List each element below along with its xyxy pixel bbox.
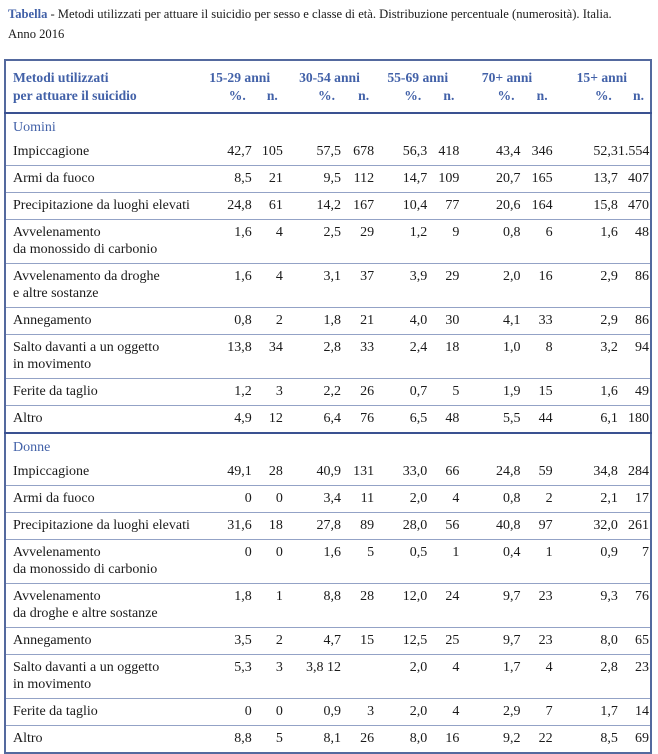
count-value-cell: 59 xyxy=(521,459,554,486)
method-cell xyxy=(5,459,196,486)
method-text-line: in movimento xyxy=(13,677,92,693)
count-value-cell: 470 xyxy=(618,193,651,220)
header-group-55-69: 55-69 anni xyxy=(387,70,449,86)
pct-value-cell: 0,7 xyxy=(375,379,427,406)
count-value-cell: 44 xyxy=(521,406,554,434)
pct-value-cell: 56,3 xyxy=(375,139,427,166)
method-cell xyxy=(5,139,196,166)
pct-value-cell: 0,8 xyxy=(196,308,252,335)
table-row xyxy=(5,264,651,308)
header-row-groups xyxy=(5,60,651,87)
caption-text: - Metodi utilizzati per attuare il suicidio per sesso e classe di età. Distribuzione percentuale (numerosità). Italia. xyxy=(50,7,612,21)
pct-value-cell: 49,1 xyxy=(196,459,252,486)
pct-value-cell: 8,8 xyxy=(234,731,252,747)
pct-value-cell: 2,9 xyxy=(554,264,618,308)
method-text-line: Ferite da taglio xyxy=(13,704,98,720)
pct-value-cell: 1,6 xyxy=(554,379,618,406)
pct-value-cell: 28,0 xyxy=(375,513,427,540)
count-value-cell: 66 xyxy=(427,459,460,486)
count-value-cell: 86 xyxy=(618,308,651,335)
count-value-cell: 167 xyxy=(341,193,375,220)
pct-value-cell: 14,2 xyxy=(284,193,341,220)
pct-value-cell: 9,5 xyxy=(284,166,341,193)
count-value-cell: 97 xyxy=(521,513,554,540)
pct-value-cell: 43,4 xyxy=(460,139,520,166)
header-pct-3: %. xyxy=(375,87,427,113)
pct-value-cell: 31,6 xyxy=(196,513,252,540)
header-n-2: n. xyxy=(341,87,375,113)
pct-value-cell: 2,0 xyxy=(460,264,520,308)
method-cell xyxy=(5,655,196,699)
pct-value-cell: 9,2 xyxy=(503,731,521,747)
count-value-cell: 5 xyxy=(341,540,375,584)
count-value-cell: 28 xyxy=(252,459,284,486)
count-value-cell: 21 xyxy=(341,308,375,335)
pct-value-cell: 8,5 xyxy=(196,166,252,193)
count-value-cell: 105 xyxy=(252,139,284,166)
table-header xyxy=(5,60,651,113)
count-value-cell: 0 xyxy=(252,486,284,513)
header-group-70plus: 70+ anni xyxy=(481,70,533,86)
count-value-cell: 1 xyxy=(252,584,284,628)
pct-value-cell: 4,1 xyxy=(460,308,520,335)
count-value-cell: 69 xyxy=(635,731,649,747)
count-value-cell: 23 xyxy=(618,655,651,699)
pct-value-cell: 1,7 xyxy=(460,655,520,699)
table-row xyxy=(5,379,651,406)
count-value-cell: 23 xyxy=(521,628,554,655)
section-label-uomini xyxy=(5,113,651,139)
pct-value-cell: 6,5 xyxy=(375,406,427,434)
count-value-cell: 33 xyxy=(341,335,375,379)
method-cell xyxy=(5,513,196,540)
pct-value-cell: 2,0 xyxy=(375,699,427,726)
pct-value-cell: 10,4 xyxy=(375,193,427,220)
method-text-line: Annegamento xyxy=(13,633,92,649)
header-group-15-29: 15-29 anni xyxy=(209,70,271,86)
method-cell xyxy=(5,628,196,655)
pct-value-cell: 3,1 xyxy=(284,264,341,308)
method-text-line: Impiccagione xyxy=(13,464,90,480)
table-row xyxy=(5,220,651,264)
method-text-line: Armi da fuoco xyxy=(13,171,95,187)
pct-value-cell: 34,8 xyxy=(554,459,618,486)
method-text-line: Impiccagione xyxy=(13,144,90,160)
count-value-cell: 94 xyxy=(618,335,651,379)
method-cell xyxy=(5,726,196,754)
method-text-line: Avvelenamento xyxy=(13,589,101,605)
table-row xyxy=(5,139,651,166)
pct-value-cell: 9,3 xyxy=(554,584,618,628)
pct-value-cell: 1,9 xyxy=(460,379,520,406)
count-value-cell: 4 xyxy=(252,220,284,264)
count-value-cell: 4 xyxy=(252,264,284,308)
pct-value-cell: 27,8 xyxy=(284,513,341,540)
count-value-cell: 16 xyxy=(521,264,554,308)
pct-value-cell: 33,0 xyxy=(375,459,427,486)
method-cell xyxy=(5,699,196,726)
header-pct-1: %. xyxy=(196,87,252,113)
count-value-cell: 49 xyxy=(618,379,651,406)
method-text-line: da droghe e altre sostanze xyxy=(13,606,158,622)
count-value-cell: 678 xyxy=(341,139,375,166)
pct-value-cell: 20,7 xyxy=(460,166,520,193)
pct-value-cell: 4,0 xyxy=(375,308,427,335)
method-cell xyxy=(5,166,196,193)
count-value-cell: 30 xyxy=(427,308,460,335)
count-value-cell: 6 xyxy=(521,220,554,264)
count-value-cell: 24 xyxy=(427,584,460,628)
count-value-cell: 8 xyxy=(521,335,554,379)
statistics-table xyxy=(4,59,652,754)
table-row xyxy=(5,486,651,513)
pct-value-cell: 0 xyxy=(196,540,252,584)
table-row xyxy=(5,655,651,699)
table-row xyxy=(5,335,651,379)
section-label-text: Uomini xyxy=(13,120,56,136)
pct-value-cell: 5,3 xyxy=(196,655,252,699)
pct-value-cell: 2,0 xyxy=(375,655,427,699)
pct-value-cell: 13,8 xyxy=(196,335,252,379)
pct-value-cell: 2,0 xyxy=(375,486,427,513)
pct-value-cell: 9,7 xyxy=(460,628,520,655)
pct-value-cell: 32,0 xyxy=(554,513,618,540)
method-text-line: Armi da fuoco xyxy=(13,491,95,507)
count-value-cell: 4 xyxy=(427,699,460,726)
pct-value-cell: 8,1 xyxy=(323,731,342,747)
caption-line2: Anno 2016 xyxy=(8,26,65,41)
pct-value-cell: 1,0 xyxy=(460,335,520,379)
count-value-cell: 1 xyxy=(521,540,554,584)
count-value-cell: 180 xyxy=(618,406,651,434)
count-value-cell: 25 xyxy=(427,628,460,655)
count-value-cell: 5 xyxy=(275,731,283,747)
method-cell xyxy=(5,193,196,220)
pct-value-cell: 1,8 xyxy=(196,584,252,628)
count-value-cell: 1.554 xyxy=(618,139,651,166)
count-value-cell: 164 xyxy=(521,193,554,220)
pct-value-cell: 0,8 xyxy=(460,486,520,513)
pct-value-cell: 4,9 xyxy=(196,406,252,434)
pct-value-cell: 3,2 xyxy=(554,335,618,379)
section-label-donne xyxy=(5,433,651,459)
method-text-line: Salto davanti a un oggetto xyxy=(13,660,160,676)
pct-value-cell: 0,5 xyxy=(375,540,427,584)
table-caption xyxy=(8,5,656,44)
pct-value-cell: 6,1 xyxy=(554,406,618,434)
pct-value-cell: 1,6 xyxy=(196,220,252,264)
pct-value-cell: 6,4 xyxy=(284,406,341,434)
count-value-cell: 4 xyxy=(427,655,460,699)
pct-value-cell: 8,0 xyxy=(409,731,428,747)
header-pct-5: %. xyxy=(554,87,618,113)
method-text-line: Avvelenamento xyxy=(13,545,101,561)
pct-value-cell: 40,8 xyxy=(460,513,520,540)
pct-value-cell: 52,3 xyxy=(554,139,618,166)
count-value-cell: 56 xyxy=(427,513,460,540)
count-value-cell: 407 xyxy=(618,166,651,193)
pct-value-cell: 20,6 xyxy=(460,193,520,220)
method-cell xyxy=(5,406,196,434)
count-value-cell: 7 xyxy=(521,699,554,726)
count-value-cell: 77 xyxy=(427,193,460,220)
pct-value-cell: 57,5 xyxy=(284,139,341,166)
table-row xyxy=(5,308,651,335)
count-value-cell: 11 xyxy=(341,486,375,513)
pct-value-cell: 2,9 xyxy=(460,699,520,726)
count-value-cell: 2 xyxy=(521,486,554,513)
pct-value-cell: 2,2 xyxy=(284,379,341,406)
table-row xyxy=(5,726,651,754)
count-value-cell: 3 xyxy=(252,655,284,699)
count-value-cell: 15 xyxy=(521,379,554,406)
header-n-3: n. xyxy=(427,87,460,113)
method-text-line: Precipitazione da luoghi elevati xyxy=(13,518,190,534)
count-value-cell: 29 xyxy=(341,220,375,264)
pct-value-cell: 1,8 xyxy=(284,308,341,335)
count-value-cell: 26 xyxy=(341,379,375,406)
count-value-cell: 76 xyxy=(341,406,375,434)
count-value-cell: 3 xyxy=(341,699,375,726)
pct-value-cell: 12,0 xyxy=(375,584,427,628)
count-value-cell: 284 xyxy=(618,459,651,486)
pct-value-cell: 5,5 xyxy=(460,406,520,434)
count-value-cell: 33 xyxy=(521,308,554,335)
method-cell xyxy=(5,335,196,379)
table-row xyxy=(5,699,651,726)
count-value-cell: 5 xyxy=(427,379,460,406)
count-value-cell: 23 xyxy=(521,584,554,628)
count-value-cell: 28 xyxy=(341,584,375,628)
method-text-line: in movimento xyxy=(13,357,92,373)
table-row xyxy=(5,459,651,486)
count-value-cell: 0 xyxy=(252,699,284,726)
count-value-cell: 2 xyxy=(252,628,284,655)
pct-value-cell: 0 xyxy=(196,699,252,726)
method-text-line: Avvelenamento xyxy=(13,225,101,241)
count-value-cell: 261 xyxy=(618,513,651,540)
table-body xyxy=(5,113,651,753)
pct-value-cell: 8,5 xyxy=(600,731,618,747)
pct-value-cell: 0,9 xyxy=(284,699,341,726)
pct-value-cell: 1,6 xyxy=(284,540,341,584)
count-value-cell: 7 xyxy=(618,540,651,584)
count-value-cell: 76 xyxy=(618,584,651,628)
table-row xyxy=(5,628,651,655)
method-text-line: da monossido di carbonio xyxy=(13,562,158,578)
pct-value-cell: 2,8 xyxy=(554,655,618,699)
method-cell xyxy=(5,264,196,308)
pct-value-cell: 42,7 xyxy=(196,139,252,166)
method-cell xyxy=(5,584,196,628)
section-label-text: Donne xyxy=(13,440,51,456)
pct-value-cell: 40,9 xyxy=(284,459,341,486)
method-text-line: Avvelenamento da droghe xyxy=(13,269,160,285)
pct-value-cell: 2,9 xyxy=(554,308,618,335)
count-value-cell: 16 xyxy=(445,731,460,747)
method-cell xyxy=(5,308,196,335)
count-value-cell: 22 xyxy=(538,731,553,747)
method-text-line: e altre sostanze xyxy=(13,286,99,302)
header-group-30-54: 30-54 anni xyxy=(299,70,360,86)
count-value-cell: 17 xyxy=(618,486,651,513)
header-row-subcolumns xyxy=(5,87,651,113)
method-cell xyxy=(5,379,196,406)
count-value-cell: 1 xyxy=(427,540,460,584)
method-text-line: Altro xyxy=(13,411,43,427)
count-value-cell: 14 xyxy=(618,699,651,726)
method-text-line: Precipitazione da luoghi elevati xyxy=(13,198,190,214)
count-value-cell: 18 xyxy=(427,335,460,379)
method-cell xyxy=(5,540,196,584)
count-value-cell: 4 xyxy=(427,486,460,513)
pct-value-cell: 4,7 xyxy=(284,628,341,655)
pct-value-cell: 0,9 xyxy=(554,540,618,584)
pct-value-cell: 1,2 xyxy=(196,379,252,406)
pct-value-cell: 1,2 xyxy=(375,220,427,264)
count-value-cell: 418 xyxy=(427,139,460,166)
header-methods-line1: Metodi utilizzati xyxy=(13,70,109,86)
pct-value-cell: 1,6 xyxy=(196,264,252,308)
count-value-cell: 15 xyxy=(341,628,375,655)
pct-value-cell: 1,7 xyxy=(554,699,618,726)
pct-value-cell: 0 xyxy=(196,486,252,513)
method-cell xyxy=(5,486,196,513)
pct-value-cell: 1,6 xyxy=(554,220,618,264)
table-row xyxy=(5,406,651,434)
header-pct-4: %. xyxy=(460,87,520,113)
count-value-cell: 29 xyxy=(427,264,460,308)
count-value-cell: 165 xyxy=(521,166,554,193)
pct-value-cell: 12,5 xyxy=(375,628,427,655)
pct-value-cell: 24,8 xyxy=(196,193,252,220)
header-methods-line2: per attuare il suicidio xyxy=(5,87,196,113)
count-value-cell: 0 xyxy=(252,540,284,584)
table-row xyxy=(5,540,651,584)
header-n-5: n. xyxy=(618,87,651,113)
pct-value-cell: 14,7 xyxy=(375,166,427,193)
method-text-line: Altro xyxy=(13,731,43,747)
caption-label: Tabella xyxy=(8,7,48,21)
count-value-cell xyxy=(341,655,375,699)
table-row xyxy=(5,193,651,220)
pct-value-cell: 8,8 xyxy=(284,584,341,628)
count-value-cell: 37 xyxy=(341,264,375,308)
pct-value-cell: 2,8 xyxy=(284,335,341,379)
method-text-line: Annegamento xyxy=(13,313,92,329)
pct-value-cell: 3,9 xyxy=(375,264,427,308)
pct-value-cell: 3,4 xyxy=(284,486,341,513)
count-value-cell: 89 xyxy=(341,513,375,540)
method-cell xyxy=(5,220,196,264)
count-value-cell: 346 xyxy=(521,139,554,166)
count-value-cell: 48 xyxy=(618,220,651,264)
count-value-cell: 9 xyxy=(427,220,460,264)
pct-value-cell: 24,8 xyxy=(460,459,520,486)
count-value-cell: 112 xyxy=(341,166,375,193)
table-row xyxy=(5,166,651,193)
pct-value-cell: 3,5 xyxy=(196,628,252,655)
method-text-line: da monossido di carbonio xyxy=(13,242,158,258)
pct-value-cell: 15,8 xyxy=(554,193,618,220)
header-group-15plus: 15+ anni xyxy=(576,70,628,86)
table-row xyxy=(5,584,651,628)
count-value-cell: 4 xyxy=(521,655,554,699)
count-value-cell: 48 xyxy=(427,406,460,434)
pct-value-cell: 2,5 xyxy=(284,220,341,264)
count-value-cell: 65 xyxy=(618,628,651,655)
method-text-line: Ferite da taglio xyxy=(13,384,98,400)
count-value-cell: 26 xyxy=(360,731,375,747)
count-value-cell: 3 xyxy=(252,379,284,406)
count-value-cell: 131 xyxy=(341,459,375,486)
pct-value-cell: 2,1 xyxy=(554,486,618,513)
pct-value-cell: 8,0 xyxy=(554,628,618,655)
pct-value-cell: 3,8 12 xyxy=(284,655,341,699)
count-value-cell: 86 xyxy=(618,264,651,308)
header-pct-2: %. xyxy=(284,87,341,113)
pct-value-cell: 0,8 xyxy=(460,220,520,264)
pct-value-cell: 9,7 xyxy=(460,584,520,628)
header-n-4: n. xyxy=(521,87,554,113)
count-value-cell: 109 xyxy=(427,166,460,193)
count-value-cell: 61 xyxy=(252,193,284,220)
header-n-1: n. xyxy=(252,87,284,113)
count-value-cell: 34 xyxy=(252,335,284,379)
pct-value-cell: 0,4 xyxy=(460,540,520,584)
pct-value-cell: 2,4 xyxy=(375,335,427,379)
count-value-cell: 21 xyxy=(252,166,284,193)
count-value-cell: 12 xyxy=(252,406,284,434)
count-value-cell: 2 xyxy=(252,308,284,335)
method-text-line: Salto davanti a un oggetto xyxy=(13,340,160,356)
count-value-cell: 18 xyxy=(252,513,284,540)
table-row xyxy=(5,513,651,540)
pct-value-cell: 13,7 xyxy=(554,166,618,193)
